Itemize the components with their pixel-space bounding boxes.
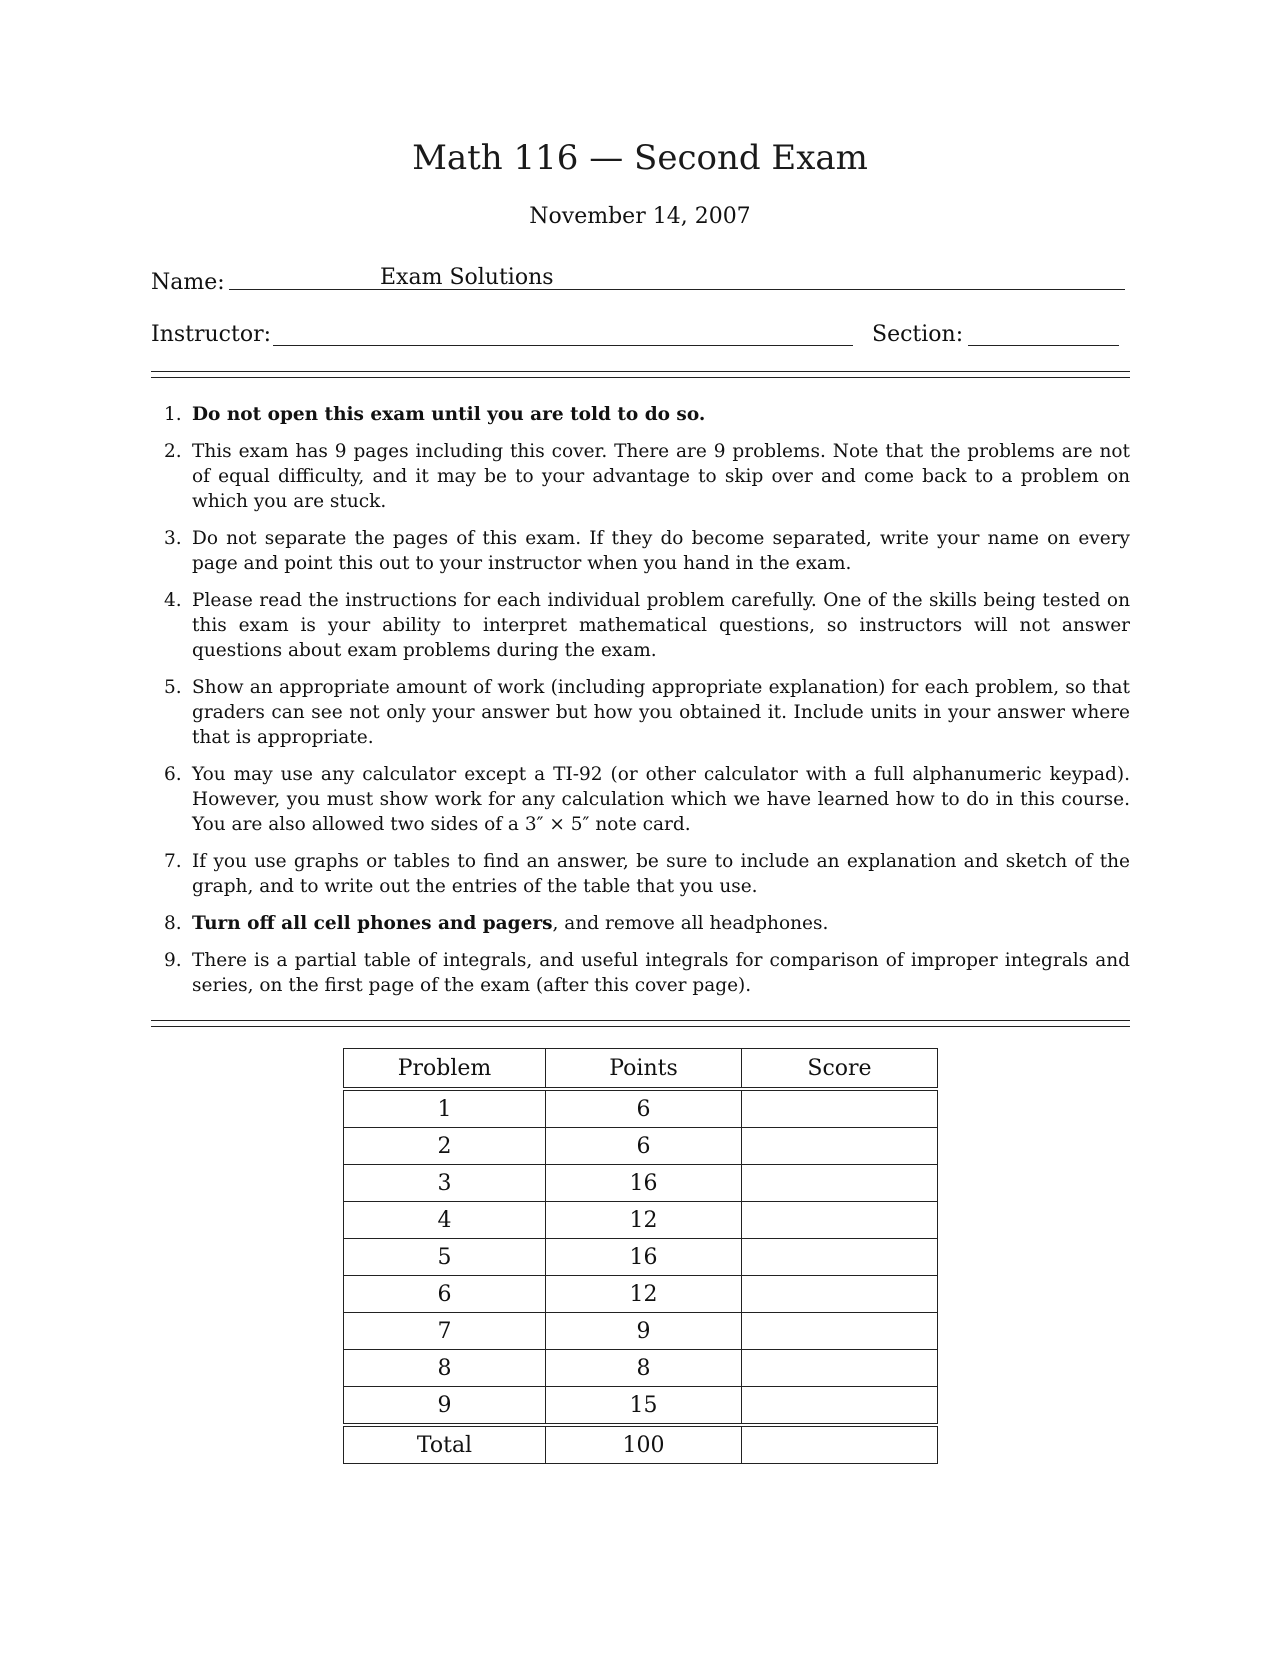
instruction-item: 4. Please read the instructions for each individual problem carefully. One of the skills being tested on this exam is your ability to interpret mathematical questions, so instructors will not answer questions about exam problems during the exam. [164, 590, 1130, 661]
points-cell: 6 [546, 1089, 742, 1128]
problem-cell: 4 [344, 1202, 546, 1239]
score-cell[interactable] [742, 1165, 938, 1202]
total-points: 100 [546, 1425, 742, 1464]
header-score: Score [742, 1049, 938, 1090]
score-cell[interactable] [742, 1128, 938, 1165]
problem-cell: 8 [344, 1350, 546, 1387]
instruction-item: 5. Show an appropriate amount of work (including appropriate explanation) for each problem, so that graders can see not only your answer but how you obtained it. Include units in your answer where that is appropriate. [164, 677, 1130, 748]
section-field[interactable] [968, 318, 1119, 346]
exam-date: November 14, 2007 [529, 204, 751, 229]
score-cell[interactable] [742, 1089, 938, 1128]
problem-cell: 1 [344, 1089, 546, 1128]
points-cell: 8 [546, 1350, 742, 1387]
problem-cell: 5 [344, 1239, 546, 1276]
problem-cell: 6 [344, 1276, 546, 1313]
score-cell[interactable] [742, 1350, 938, 1387]
table-row [344, 1165, 938, 1202]
name-label: Name: [151, 270, 225, 295]
instruction-item: 3. Do not separate the pages of this exam. If they do become separated, write your name on every page and point this out to your instructor when you hand in the exam. [164, 528, 1130, 574]
problem-cell: 7 [344, 1313, 546, 1350]
top-divider [151, 371, 1130, 378]
total-row [344, 1425, 938, 1464]
score-cell[interactable] [742, 1387, 938, 1426]
name-value: Exam Solutions [380, 265, 554, 290]
table-row [344, 1089, 938, 1128]
score-cell[interactable] [742, 1202, 938, 1239]
page-title: Math 116 — Second Exam [412, 138, 868, 178]
points-cell: 6 [546, 1128, 742, 1165]
instruction-item: 1. Do not open this exam until you are told to do so. [164, 404, 706, 425]
total-label: Total [344, 1425, 546, 1464]
points-cell: 15 [546, 1387, 742, 1426]
problem-cell: 9 [344, 1387, 546, 1426]
points-cell: 12 [546, 1202, 742, 1239]
instructor-field[interactable] [273, 318, 853, 346]
table-row [344, 1313, 938, 1350]
points-cell: 12 [546, 1276, 742, 1313]
section-label: Section: [872, 322, 964, 347]
total-score[interactable] [742, 1425, 938, 1464]
instruction-item: 6. You may use any calculator except a TI-92 (or other calculator with a full alphanumeric keypad). However, you must show work for any calculation which we have learned how to do in this course. You are also allowed two sides of a 3″ × 5″ note card. [164, 764, 1130, 835]
instruction-item: 7. If you use graphs or tables to find an answer, be sure to include an explanation and sketch of the graph, and to write out the entries of the table that you use. [164, 851, 1130, 897]
problem-cell: 3 [344, 1165, 546, 1202]
instructor-label: Instructor: [151, 322, 272, 347]
name-field[interactable] [229, 262, 1125, 290]
table-row [344, 1350, 938, 1387]
problem-cell: 2 [344, 1128, 546, 1165]
bottom-divider [151, 1020, 1130, 1027]
table-row [344, 1387, 938, 1426]
table-row [344, 1128, 938, 1165]
points-cell: 9 [546, 1313, 742, 1350]
instruction-item: 9. There is a partial table of integrals, and useful integrals for comparison of improper integrals and series, on the first page of the exam (after this cover page). [164, 950, 1130, 996]
header-problem: Problem [344, 1049, 546, 1090]
score-cell[interactable] [742, 1313, 938, 1350]
table-row [344, 1239, 938, 1276]
instruction-item: 8. Turn off all cell phones and pagers, and remove all headphones. [164, 913, 829, 934]
points-cell: 16 [546, 1239, 742, 1276]
instruction-item: 2. This exam has 9 pages including this cover. There are 9 problems. Note that the problems are not of equal difficulty, and it may be to your advantage to skip over and come back to a problem on which you are stuck. [164, 441, 1130, 512]
header-points: Points [546, 1049, 742, 1090]
score-cell[interactable] [742, 1239, 938, 1276]
points-cell: 16 [546, 1165, 742, 1202]
score-table [343, 1048, 938, 1464]
instruction-list [151, 402, 1130, 1010]
score-cell[interactable] [742, 1276, 938, 1313]
table-row [344, 1202, 938, 1239]
table-row [344, 1276, 938, 1313]
